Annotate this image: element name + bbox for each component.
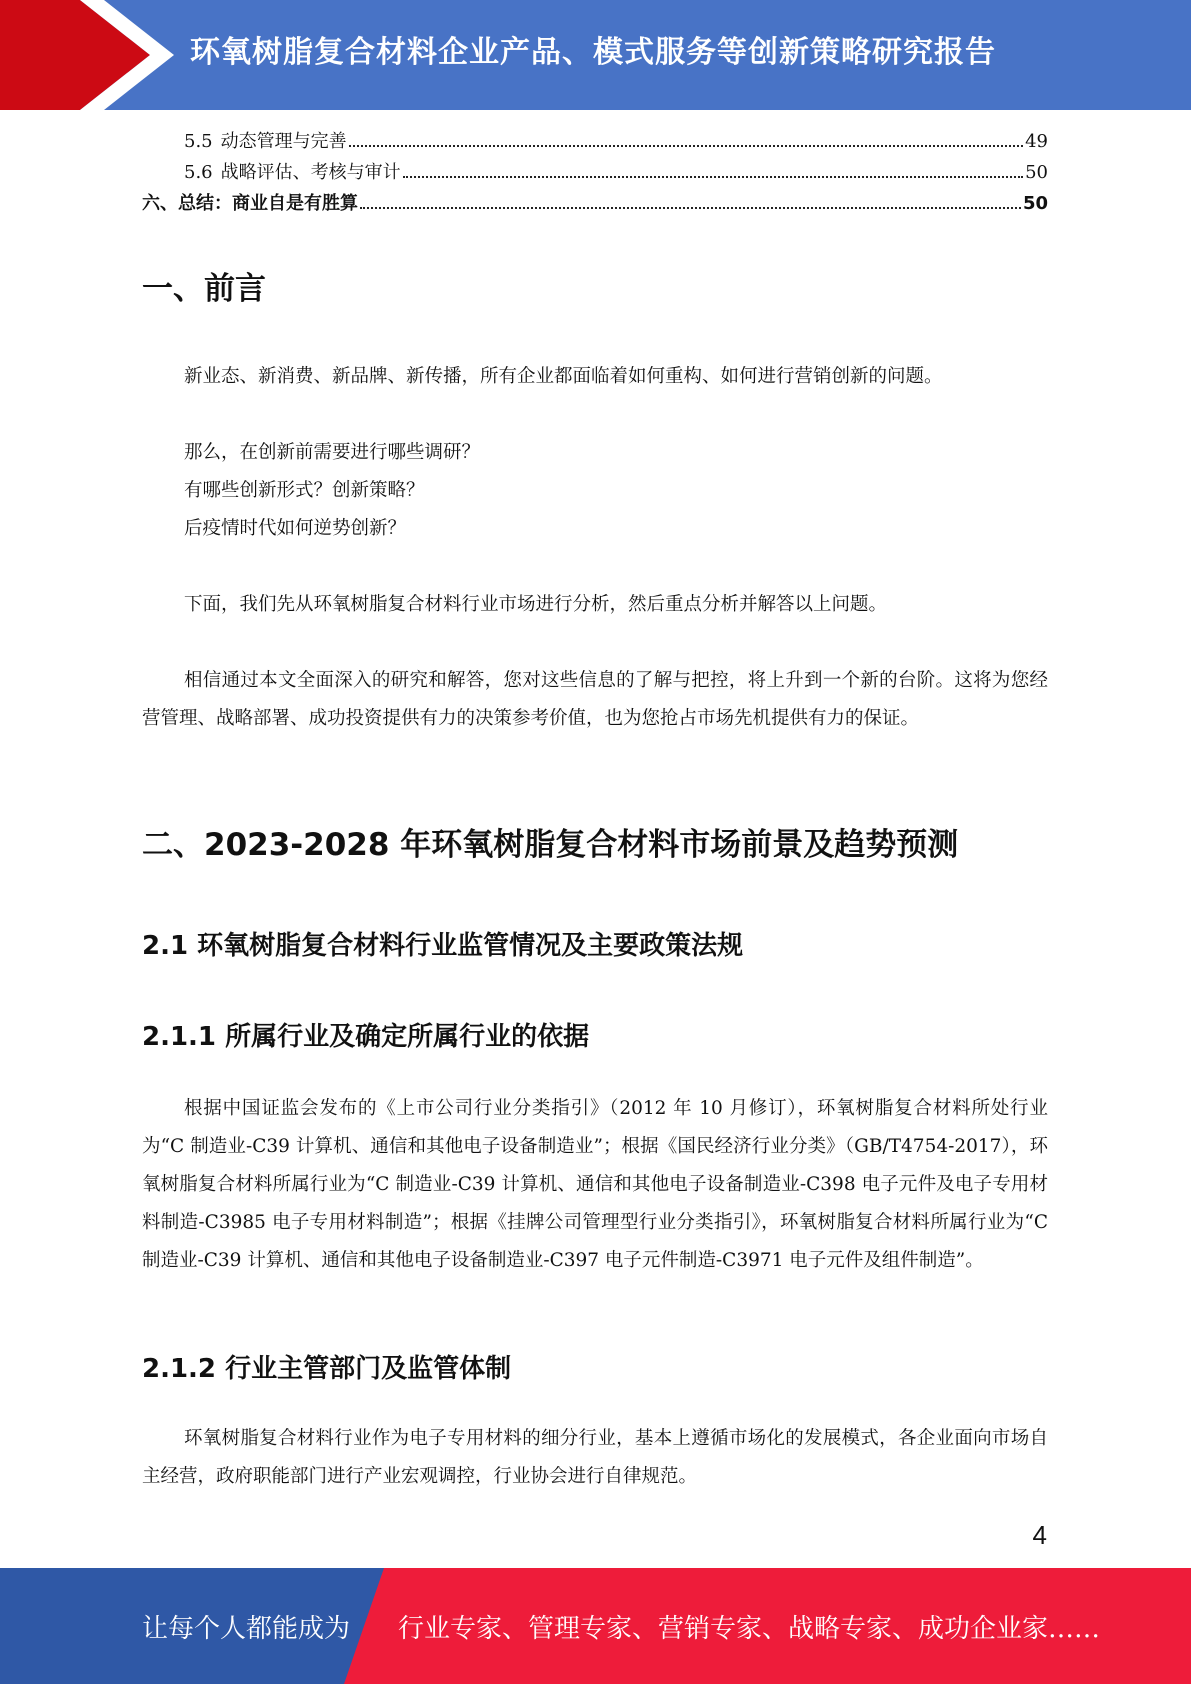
toc-item[interactable] (142, 189, 1048, 220)
toc-item-page: 50 (1022, 193, 1048, 214)
toc-leader-dots (349, 131, 1023, 147)
toc-item-number: 5.6 (184, 162, 213, 183)
toc-item-page: 49 (1025, 131, 1048, 152)
question-line: 有哪些创新形式？创新策略？ (184, 480, 425, 501)
section-heading-market: 二、2023-2028 年环氧树脂复合材料市场前景及趋势预测 (142, 827, 959, 863)
toc-item-number: 5.5 (184, 131, 213, 152)
report-title: 环氧树脂复合材料企业产品、模式服务等创新策略研究报告 (190, 35, 996, 70)
paragraph: 环氧树脂复合材料行业作为电子专用材料的细分行业，基本上遵循市场化的发展模式，各企业面向市场自主经营，政府职能部门进行产业宏观调控，行业协会进行自律规范。 (142, 1428, 1048, 1487)
paragraph: 新业态、新消费、新品牌、新传播，所有企业都面临着如何重构、如何进行营销创新的问题。 (184, 366, 943, 387)
subsection-heading: 2.1.1 所属行业及确定所属行业的依据 (142, 1022, 590, 1052)
toc-item-title: 六、总结：商业自是有胜算 (142, 193, 358, 214)
section-heading-preface: 一、前言 (142, 271, 266, 307)
toc-item-title: 战略评估、考核与审计 (220, 162, 401, 183)
paragraph: 根据中国证监会发布的《上市公司行业分类指引》（2012 年 10 月修订），环氧树脂复合材料所处行业为“C 制造业-C39 计算机、通信和其他电子设备制造业”；根据《国民经济行业分类》（GB/T4754-2017），环氧树脂复合材料所属行业为“C 制造业-C39 计算机、通信和其他电子设备制造业-C398 电子元件及电子专用材料制造-C3985 电子专用材料制造”；根据《挂牌公司管理型行业分类指引》，环氧树脂复合材料所属行业为“C 制造业-C39 计算机、通信和其他电子设备制造业-C397 电子元件制造-C3971 电子元件及组件制造”。 (142, 1098, 1048, 1271)
toc-leader-dots (360, 193, 1021, 209)
subsection-heading: 2.1 环氧树脂复合材料行业监管情况及主要政策法规 (142, 931, 744, 961)
toc-item[interactable] (142, 158, 1048, 189)
footer-slogan-right: 行业专家、管理专家、营销专家、战略专家、成功企业家…… (398, 1614, 1101, 1644)
paragraph: 下面，我们先从环氧树脂复合材料行业市场进行分析，然后重点分析并解答以上问题。 (184, 594, 888, 615)
paragraph: 相信通过本文全面深入的研究和解答，您对这些信息的了解与把控，将上升到一个新的台阶。这将为您经营管理、战略部署、成功投资提供有力的决策参考价值，也为您抢占市场先机提供有力的保证。 (142, 670, 1048, 729)
toc-item-title: 动态管理与完善 (220, 131, 347, 152)
subsection-heading: 2.1.2 行业主管部门及监管体制 (142, 1354, 512, 1384)
page-number: 4 (1032, 1520, 1047, 1550)
question-line: 那么，在创新前需要进行哪些调研？ (184, 442, 481, 463)
table-of-contents (142, 127, 1048, 220)
footer-slogan-left: 让每个人都能成为 (142, 1614, 351, 1644)
footer-banner (0, 1568, 1191, 1684)
question-line: 后疫情时代如何逆势创新？ (184, 518, 407, 539)
toc-leader-dots (403, 162, 1023, 178)
header-banner (0, 0, 1191, 110)
toc-item-page: 50 (1025, 162, 1048, 183)
toc-item[interactable] (142, 127, 1048, 158)
